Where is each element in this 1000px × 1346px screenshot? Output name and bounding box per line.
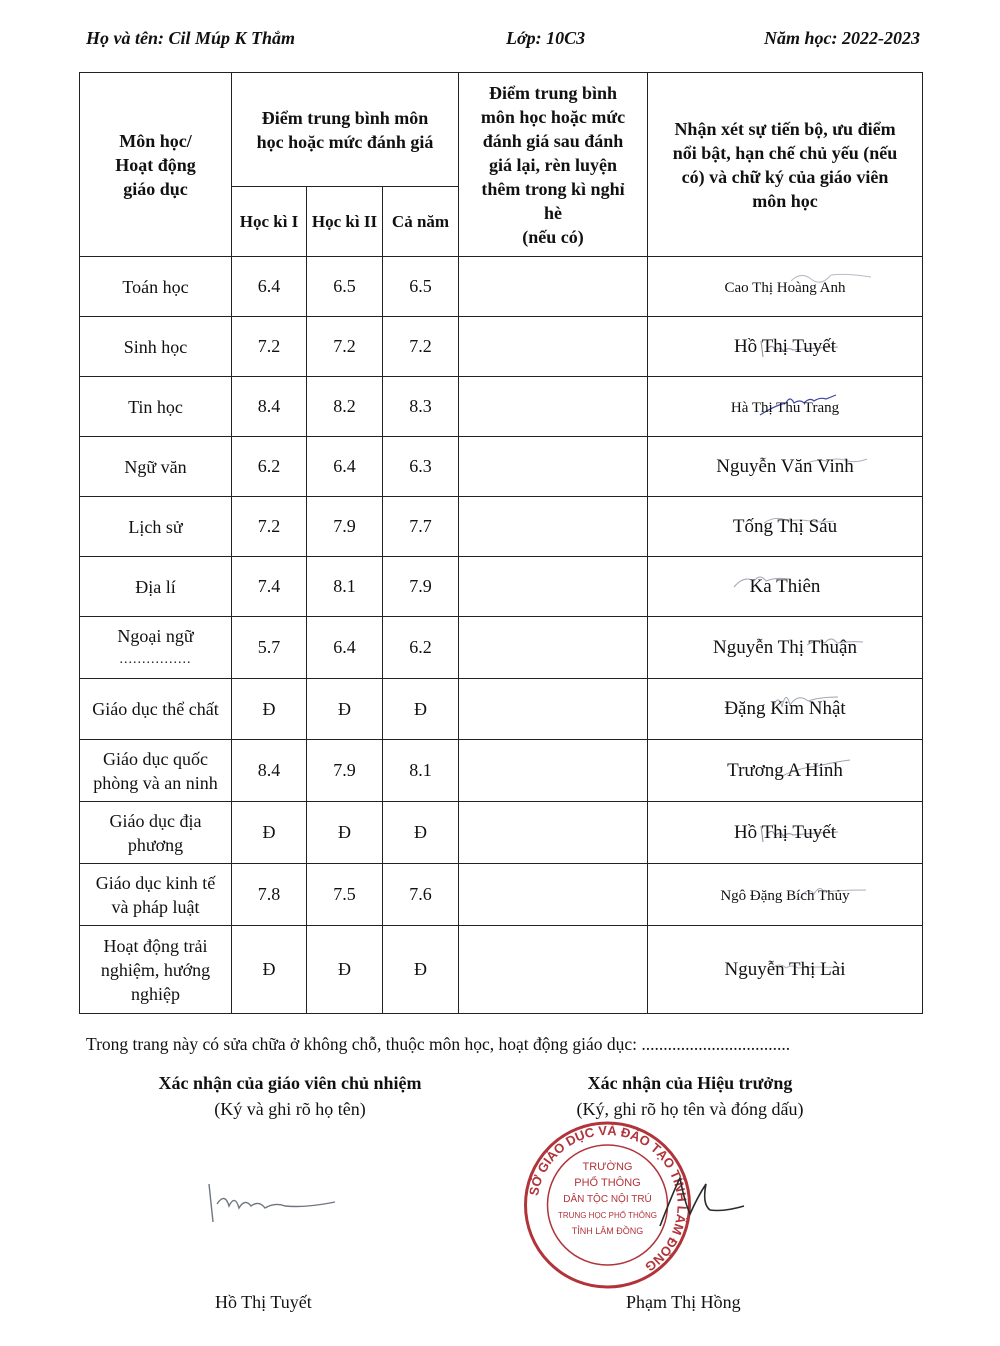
table-row <box>80 557 923 617</box>
svg-text:TRƯỜNG: TRƯỜNG <box>582 1161 633 1173</box>
header-subject: Môn học/ Hoạt động giáo dục <box>80 73 232 257</box>
score-hk1: Đ <box>232 802 307 864</box>
table-row <box>80 437 923 497</box>
teacher-name: Ngô Đặng Bích Thủy <box>720 888 850 904</box>
subject-cell: Lịch sử <box>80 497 232 557</box>
homeroom-subtitle: (Ký và ghi rõ họ tên) <box>214 1099 366 1119</box>
svg-text:TRUNG HỌC PHỔ THÔNG: TRUNG HỌC PHỔ THÔNG <box>558 1211 657 1220</box>
svg-text:DÂN TỘC NỘI TRÚ: DÂN TỘC NỘI TRÚ <box>563 1194 652 1205</box>
principal-signature <box>640 1170 750 1230</box>
score-year: Đ <box>383 926 459 1014</box>
grades-table <box>79 72 923 1014</box>
subject-cell: Địa lí <box>80 557 232 617</box>
retest-cell <box>459 864 648 926</box>
teacher-name: Tống Thị Sáu <box>732 515 838 537</box>
header-retest: Điểm trung bình môn học hoặc mức đánh giá sau đánh giá lại, rèn luyện thêm trong kì nghỉ hè (nếu có) <box>459 73 648 257</box>
score-hk2: 6.5 <box>307 257 383 317</box>
score-hk2: 8.2 <box>307 377 383 437</box>
class-label: Lớp: 10C3 <box>506 28 586 48</box>
score-hk2: 8.1 <box>307 557 383 617</box>
teacher-cell <box>648 377 923 437</box>
retest-cell <box>459 802 648 864</box>
table-row <box>80 377 923 437</box>
teacher-name: Nguyễn Thị Thuận <box>713 636 857 658</box>
teacher-name: Hồ Thị Tuyết <box>733 821 837 843</box>
retest-cell <box>459 926 648 1014</box>
score-hk1: 7.2 <box>232 317 307 377</box>
score-hk1: 6.2 <box>232 437 307 497</box>
svg-text:TỈNH LÂM ĐỒNG: TỈNH LÂM ĐỒNG <box>571 1226 644 1236</box>
subject-cell: Ngữ văn <box>80 437 232 497</box>
score-year: 6.3 <box>383 437 459 497</box>
retest-cell <box>459 617 648 679</box>
score-year: Đ <box>383 802 459 864</box>
teacher-cell <box>648 864 923 926</box>
teacher-cell <box>648 317 923 377</box>
retest-cell <box>459 317 648 377</box>
score-hk2: 7.9 <box>307 740 383 802</box>
table-row <box>80 257 923 317</box>
teacher-cell <box>648 679 923 740</box>
score-year: Đ <box>383 679 459 740</box>
teacher-cell <box>648 926 923 1014</box>
score-hk2: 7.2 <box>307 317 383 377</box>
teacher-cell <box>648 557 923 617</box>
score-hk2: Đ <box>307 679 383 740</box>
homeroom-signature <box>195 1180 345 1230</box>
subject-cell: Tin học <box>80 377 232 437</box>
score-year: 7.7 <box>383 497 459 557</box>
score-hk2: 7.5 <box>307 864 383 926</box>
score-hk2: 6.4 <box>307 617 383 679</box>
student-name: Họ và tên: Cil Múp K Thắm <box>86 28 296 48</box>
score-hk1: Đ <box>232 679 307 740</box>
table-row <box>80 617 923 679</box>
table-row <box>80 740 923 802</box>
score-hk2: Đ <box>307 802 383 864</box>
teacher-name: Nguyễn Văn Vinh <box>716 455 854 477</box>
school-year: Năm học: 2022-2023 <box>764 28 920 48</box>
score-year: 7.2 <box>383 317 459 377</box>
teacher-cell <box>648 437 923 497</box>
homeroom-teacher-name: Hồ Thị Tuyết <box>215 1292 312 1312</box>
subject-cell: Toán học <box>80 257 232 317</box>
header-average: Điểm trung bình môn học hoặc mức đánh giá <box>232 73 459 187</box>
score-hk1: Đ <box>232 926 307 1014</box>
teacher-name: Cao Thị Hoàng Anh <box>724 280 846 296</box>
principal-name: Phạm Thị Hồng <box>626 1292 741 1312</box>
table-row <box>80 926 923 1014</box>
score-year: 7.6 <box>383 864 459 926</box>
correction-note: Trong trang này có sửa chữa ở không chỗ, thuộc môn học, hoạt động giáo dục: .................................. <box>86 1034 791 1054</box>
principal-subtitle: (Ký, ghi rõ họ tên và đóng dấu) <box>576 1099 804 1119</box>
score-hk2: 7.9 <box>307 497 383 557</box>
score-year: 6.5 <box>383 257 459 317</box>
homeroom-confirmation <box>100 1070 480 1122</box>
subject-cell: Giáo dục quốc phòng và an ninh <box>80 740 232 802</box>
score-hk1: 5.7 <box>232 617 307 679</box>
teacher-name: Hồ Thị Tuyết <box>733 335 837 357</box>
teacher-cell <box>648 740 923 802</box>
retest-cell <box>459 740 648 802</box>
header-comment: Nhận xét sự tiến bộ, ưu điểm nổi bật, hạn chế chủ yếu (nếu có) và chữ ký của giáo viên môn học <box>648 73 923 257</box>
subject-cell: Sinh học <box>80 317 232 377</box>
score-year: 7.9 <box>383 557 459 617</box>
teacher-name: Nguyễn Thị Lài <box>724 958 846 980</box>
header-full-year: Cả năm <box>383 187 459 257</box>
principal-confirmation <box>520 1070 860 1122</box>
retest-cell <box>459 257 648 317</box>
table-row <box>80 679 923 740</box>
subject-cell: Giáo dục thể chất <box>80 679 232 740</box>
score-year: 8.1 <box>383 740 459 802</box>
retest-cell <box>459 679 648 740</box>
table-row <box>80 317 923 377</box>
retest-cell <box>459 497 648 557</box>
header-semester-1: Học kì I <box>232 187 307 257</box>
retest-cell <box>459 377 648 437</box>
score-hk2: Đ <box>307 926 383 1014</box>
table-row <box>80 802 923 864</box>
teacher-cell <box>648 802 923 864</box>
teacher-name: Đặng Kim Nhật <box>724 698 846 719</box>
score-hk2: 6.4 <box>307 437 383 497</box>
retest-cell <box>459 557 648 617</box>
score-hk1: 8.4 <box>232 377 307 437</box>
table-row <box>80 497 923 557</box>
score-hk1: 6.4 <box>232 257 307 317</box>
teacher-name: Trương A Hinh <box>727 759 843 781</box>
table-row <box>80 864 923 926</box>
score-year: 8.3 <box>383 377 459 437</box>
teacher-cell <box>648 617 923 679</box>
subject-cell: Ngoại ngữ ................ <box>80 617 232 679</box>
score-year: 6.2 <box>383 617 459 679</box>
score-hk1: 8.4 <box>232 740 307 802</box>
principal-title: Xác nhận của Hiệu trưởng <box>587 1073 793 1093</box>
subject-cell: Hoạt động trải nghiệm, hướng nghiệp <box>80 926 232 1014</box>
score-hk1: 7.4 <box>232 557 307 617</box>
score-hk1: 7.8 <box>232 864 307 926</box>
teacher-cell <box>648 257 923 317</box>
subject-cell: Giáo dục địa phương <box>80 802 232 864</box>
homeroom-title: Xác nhận của giáo viên chủ nhiệm <box>158 1073 422 1093</box>
teacher-name: Ka Thiên <box>749 575 821 597</box>
subject-cell: Giáo dục kinh tế và pháp luật <box>80 864 232 926</box>
svg-text:SỞ GIÁO DỤC VÀ ĐÀO TẠO TỈNH LÂ: SỞ GIÁO DỤC VÀ ĐÀO TẠO TỈNH LÂM ĐỒNG <box>526 1122 690 1275</box>
score-hk1: 7.2 <box>232 497 307 557</box>
svg-text:PHỔ THÔNG: PHỔ THÔNG <box>574 1177 641 1189</box>
header-semester-2: Học kì II <box>307 187 383 257</box>
teacher-cell <box>648 497 923 557</box>
retest-cell <box>459 437 648 497</box>
report-header <box>86 28 920 54</box>
teacher-name: Hà Thị Thu Trang <box>730 400 840 416</box>
